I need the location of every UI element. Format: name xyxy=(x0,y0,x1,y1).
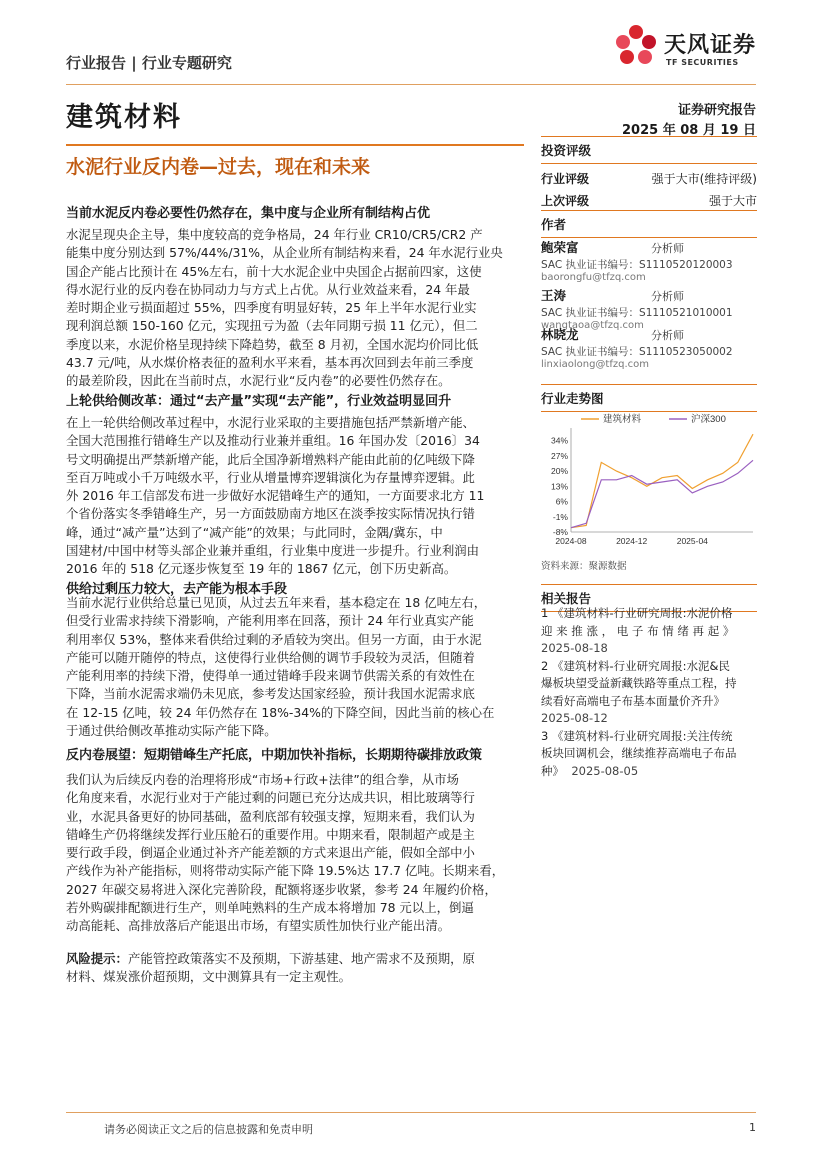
paragraph-line: 国建材/中国中材等头部企业兼并重组，行业集中度进一步提升。行业利润由 xyxy=(66,543,480,559)
related-item-text: 续看好高端电子布基本面量价齐升》 xyxy=(541,693,725,708)
paragraph-line: 能集中度分别达到 57%/44%/31%，从企业所有制结构来看，24 年水泥行业央 xyxy=(66,245,503,261)
author-card xyxy=(541,325,757,373)
paragraph-line: 号文明确提出严禁新增产能，此后全国净新增熟料产能由此前的亿吨级下降 xyxy=(66,451,475,467)
related-list xyxy=(541,605,757,780)
sector-title: 建筑材料 xyxy=(66,102,182,133)
author-name: 林晓龙 xyxy=(541,327,579,342)
author-cert: SAC 执业证书编号：S1110523050002 xyxy=(541,346,733,358)
related-item[interactable] xyxy=(541,658,757,728)
paragraph-line: 2027 年碳交易将进入深化完善阶段，配额将逐步收紧，参考 24 年履约价格， xyxy=(66,881,497,897)
y-tick-label: 34% xyxy=(550,435,568,446)
risk-text: 产能管控政策落实不及预期，下游基建、地产需求不及预期，原 xyxy=(127,951,475,966)
paragraph-line: 产能利用率的持续下滑，使得单一通过错峰手段来调节供需关系的有效性在 xyxy=(66,668,475,684)
rating-row xyxy=(541,192,757,209)
paragraph-line: 错峰生产仍将继续发挥行业压舱石的重要作用。中期来看，限制超产或是主 xyxy=(66,826,475,842)
related-item[interactable] xyxy=(541,728,757,781)
author-name: 鲍荣富 xyxy=(541,240,579,255)
section-heading: 上轮供给侧改革：通过“去产量”实现“去产能”，行业效益明显回升 xyxy=(66,394,452,409)
paragraph-line: 差时期企业亏损面超过 55%，四季度有明显好转，25 年上半年水泥行业实 xyxy=(66,300,477,316)
related-item-date: 2025-08-12 xyxy=(541,711,608,725)
author-role: 分析师 xyxy=(651,329,684,342)
rating-row xyxy=(541,170,757,187)
logo-text-en: TF SECURITIES xyxy=(666,58,739,67)
legend-label: 沪深300 xyxy=(691,414,726,425)
related-item-text: 3 《建筑材料-行业研究周报:关注传统 xyxy=(541,728,733,743)
x-tick-label: 2025-04 xyxy=(676,536,708,546)
author-card xyxy=(541,238,757,286)
paragraph-line: 动高能耗、高排放落后产能退出市场，有望实质性加快行业产能出清。 xyxy=(66,918,451,934)
section-paragraph xyxy=(66,414,521,579)
paragraph-line: 国企产能占比预计在 45%左右，前十大水泥企业中央国企占据前四家，这使 xyxy=(66,263,482,279)
related-item-text: 爆板块望受益新藏铁路等重点工程，持 xyxy=(541,676,737,690)
related-item-text: 2 《建筑材料-行业研究周报:水泥&民 xyxy=(541,658,730,673)
authors-panel xyxy=(541,210,757,238)
paragraph-line: 的最差阶段，因此在当前时点，水泥行业“反内卷”的必要性仍然存在。 xyxy=(66,373,451,389)
paragraph-line: 水泥呈现央企主导，集中度较高的竞争格局，24 年行业 CR10/CR5/CR2 产 xyxy=(66,227,483,242)
y-tick-label: 27% xyxy=(550,450,568,461)
paragraph-line: 在上一轮供给侧改革过程中，水泥行业采取的主要措施包括严禁新增产能、 xyxy=(66,415,475,430)
related-item-date: 2025-08-18 xyxy=(541,641,608,655)
paragraph-line: 现利润总额 150-160 亿元，实现扭亏为盈（去年同期亏损 11 亿元），但二 xyxy=(66,318,478,334)
author-cert: SAC 执业证书编号：S1110520120003 xyxy=(541,259,733,271)
paragraph-line: 于通过供给侧改革推动实际产能下降。 xyxy=(66,723,277,739)
paragraph-line: 若外购碳排配额进行生产，则单吨熟料的生产成本将增加 78 元以上，倒逼 xyxy=(66,900,474,916)
risk-label: 风险提示： xyxy=(66,951,128,966)
report-type: 证券研究报告 xyxy=(677,103,756,118)
paragraph-line: 在 12-15 亿吨，较 24 年仍然存在 18%-34%的下降空间，因此当前的核心在 xyxy=(66,704,495,720)
chart-source: 资料来源：聚源数据 xyxy=(541,561,627,572)
risk-note xyxy=(66,950,521,987)
rating-value: 强于大市 xyxy=(708,194,757,208)
footer-disclaimer: 请务必阅读正文之后的信息披露和免责申明 xyxy=(104,1123,313,1136)
paragraph-line: 要行政手段，倒逼企业通过补齐产能差额的方式来退出产能，假如全部中小 xyxy=(66,845,475,861)
related-item-date: 2025-08-05 xyxy=(571,763,639,778)
section-heading: 反内卷展望：短期错峰生产托底，中期加快补指标，长期期待碳排放政策 xyxy=(66,748,483,763)
section-heading: 当前水泥反内卷必要性仍然存在，集中度与企业所有制结构占优 xyxy=(66,206,431,221)
report-category: 行业报告 | 行业专题研究 xyxy=(66,54,232,72)
y-tick-label: 6% xyxy=(555,496,568,507)
header-divider xyxy=(66,84,756,85)
related-item[interactable] xyxy=(541,605,757,658)
paragraph-line: 业，水泥具备更好的协同基础，盈利底部有较强支撑，短期来看，我们认为 xyxy=(66,808,475,824)
paragraph-line: 利用率仅 53%，整体来看供给过剩的矛盾较为突出。但另一方面，由于水泥 xyxy=(66,631,482,647)
author-role: 分析师 xyxy=(651,290,684,303)
trend-heading: 行业走势图 xyxy=(541,391,604,406)
page-number: 1 xyxy=(749,1121,756,1134)
y-tick-label: 20% xyxy=(550,466,568,477)
related-item-text: 种》 xyxy=(541,763,564,778)
rating-value: 强于大市(维持评级) xyxy=(651,172,757,186)
report-date: 2025 年 08 月 19 日 xyxy=(622,123,756,138)
paragraph-line: 但受行业需求持续下滑影响，产能利用率在回落，预计 24 年行业真实产能 xyxy=(66,613,474,629)
report-title: 水泥行业反内卷—过去，现在和未来 xyxy=(66,156,371,178)
related-item-text: 板块回调机会，继续推荐高端电子布品 xyxy=(541,746,737,760)
section-paragraph xyxy=(66,771,521,936)
y-tick-label: -1% xyxy=(552,511,568,522)
trend-chart xyxy=(541,410,757,552)
paragraph-line: 化角度来看，水泥行业对于产能过剩的问题已充分达成共识，相比玻璃等行 xyxy=(66,790,475,806)
company-logo xyxy=(612,20,762,72)
logo-flower-icon xyxy=(612,22,660,72)
author-name: 王涛 xyxy=(541,288,567,303)
x-tick-label: 2024-08 xyxy=(555,536,587,546)
paragraph-line: 外 2016 年工信部发布进一步做好水泥错峰生产的通知，一方面要求北方 11 xyxy=(66,488,485,504)
panel-divider xyxy=(541,584,757,585)
section-heading: 供给过剩压力较大，去产能为根本手段 xyxy=(66,582,288,597)
panel-divider xyxy=(541,210,757,211)
paragraph-line: 季度以来，水泥价格呈现持续下降趋势，截至 8 月初，全国水泥均价同比低 xyxy=(66,336,479,352)
paragraph-line: 产线作为补产能指标，则将带动实际产能下降 19.5%达 17.7 亿吨。长期来看， xyxy=(66,863,505,879)
paragraph-line: 当前水泥行业供给总量已见顶，从过去五年来看，基本稳定在 18 亿吨左右， xyxy=(66,595,487,610)
paragraph-line: 下降，当前水泥需求端仍未见底，参考发达国家经验，预计我国水泥需求底 xyxy=(66,686,475,702)
author-email[interactable]: wangtaoa@tfzq.com xyxy=(541,320,644,331)
logo-text-cn: 天风证券 xyxy=(664,33,757,58)
author-email[interactable]: linxiaolong@tfzq.com xyxy=(541,359,649,370)
rating-label: 上次评级 xyxy=(541,194,590,208)
legend-label: 建筑材料 xyxy=(603,414,642,425)
authors-heading: 作者 xyxy=(541,217,567,232)
title-divider xyxy=(66,144,524,146)
author-email[interactable]: baorongfu@tfzq.com xyxy=(541,272,646,283)
footer-divider xyxy=(66,1112,756,1113)
y-tick-label: 13% xyxy=(550,481,568,492)
paragraph-line: 峰，通过“减产量”达到了“减产能”的效果；与此同时，金隅/冀东，中 xyxy=(66,524,443,540)
trend-panel xyxy=(541,384,757,412)
section-paragraph xyxy=(66,226,521,391)
rating-heading: 投资评级 xyxy=(541,143,592,158)
paragraph-line: 我们认为后续反内卷的治理将形成“市场+行政+法律”的组合拳，从市场 xyxy=(66,772,459,787)
paragraph-line: 43.7 元/吨，从水煤价格表征的盈利水平来看，基本再次回到去年前三季度 xyxy=(66,355,474,371)
paragraph-line: 全国大范围推行错峰生产以及推动行业兼并重组。16 年国办发〔2016〕34 xyxy=(66,433,480,449)
panel-divider xyxy=(541,384,757,385)
paragraph-line: 2016 年的 518 亿元逐步恢复至 19 年的 1867 亿元，创下历史新高。 xyxy=(66,561,457,577)
paragraph-line: 个省份落实冬季错峰生产，另一方面鼓励南方地区在淡季按实际情况执行错 xyxy=(66,506,475,522)
rating-panel xyxy=(541,136,757,209)
section-paragraph xyxy=(66,594,521,740)
panel-divider xyxy=(541,136,757,137)
author-cert: SAC 执业证书编号：S1110521010001 xyxy=(541,307,733,319)
paragraph-line: 至百万吨或小千万吨级水平，行业从增量博弈逻辑演化为存量博弈逻辑。此 xyxy=(66,469,475,485)
author-role: 分析师 xyxy=(651,242,684,255)
y-tick-label: -8% xyxy=(552,527,568,537)
paragraph-line: 产能可以随开随停的特点，这使得行业供给侧的调节手段较为灵活，但随着 xyxy=(66,649,475,665)
related-heading: 相关报告 xyxy=(541,591,592,606)
panel-divider xyxy=(541,163,757,164)
paragraph-line: 得水泥行业的反内卷在协同动力与方式上占优。从行业效益来看，24 年最 xyxy=(66,281,470,297)
related-item-text: 迎 来 推 涨 ， 电 子 布 情 绪 再 起 》 xyxy=(541,623,735,638)
rating-label: 行业评级 xyxy=(541,172,590,186)
x-tick-label: 2024-12 xyxy=(616,536,648,546)
risk-text: 材料、煤炭涨价超预期，文中测算具有一定主观性。 xyxy=(66,969,351,985)
related-item-text: 1 《建筑材料-行业研究周报:水泥价格 xyxy=(541,606,733,620)
